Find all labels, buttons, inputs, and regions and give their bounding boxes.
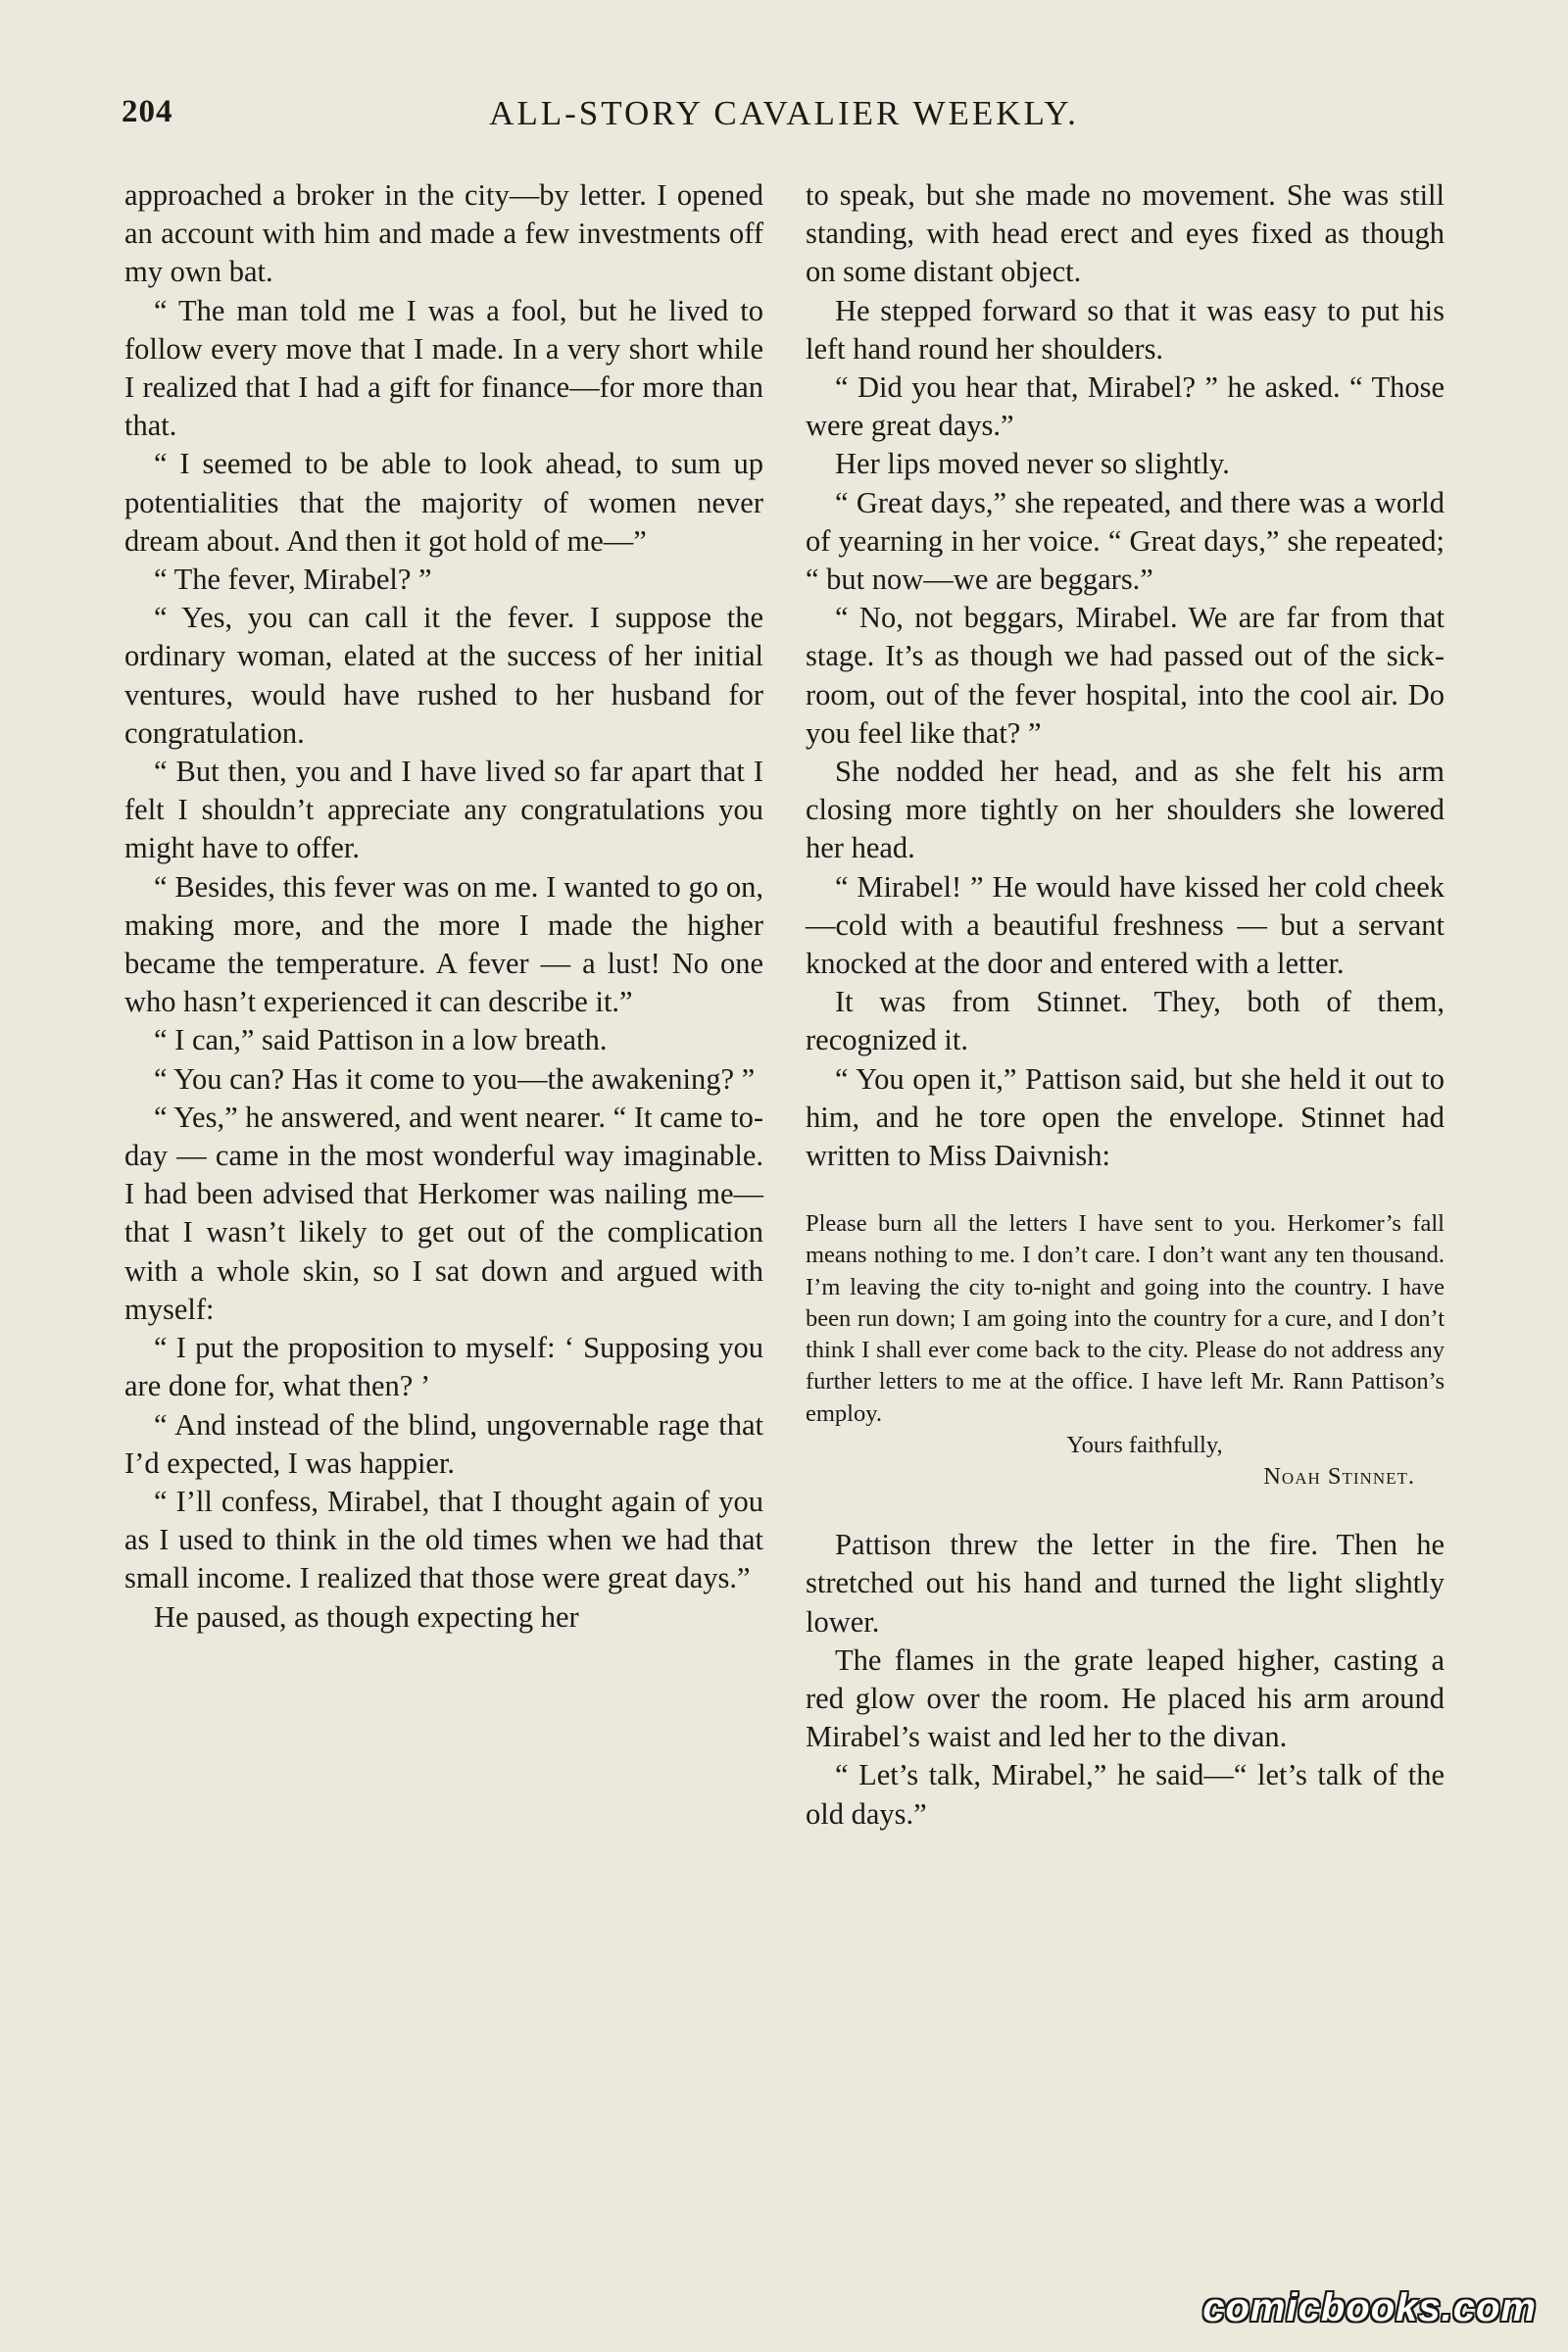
paragraph: “ You open it,” Pattison said, but she held it out to him, and he tore open the envelope. Stinnet had written to Miss Daivnish: <box>806 1061 1445 1173</box>
paragraph: “ Did you hear that, Mirabel? ” he asked. “ Those were great days.” <box>806 370 1445 443</box>
paragraph: “ And instead of the blind, ungovernable rage that I’d expected, I was happier. <box>124 1407 763 1480</box>
paragraph: “ Mirabel! ” He would have kissed her cold cheek—cold with a beautiful freshness — but a servant knocked at the door and entered with a letter. <box>806 869 1445 981</box>
paragraph: approached a broker in the city—by letter. I opened an account with him and made a few investments off my own bat. <box>124 178 763 289</box>
paragraph: to speak, but she made no movement. She was still standing, with head erect and eyes fixed as though on some distant object. <box>806 178 1445 289</box>
letter-signature: Noah Stinnet. <box>1263 1462 1415 1490</box>
paragraph: Her lips moved never so slightly. <box>835 447 1230 481</box>
paragraph: “ Let’s talk, Mirabel,” he said—“ let’s talk of the old days.” <box>806 1758 1445 1831</box>
after-letter-text <box>806 1526 1445 1834</box>
paragraph: “ I’ll confess, Mirabel, that I thought again of you as I used to think in the old times when we had that small income. I realized that those were great days.” <box>124 1484 763 1595</box>
paragraph: “ I seemed to be able to look ahead, to sum up potentialities that the majority of women never dream about. And then it got hold of me—” <box>124 447 763 558</box>
paragraph: It was from Stinnet. They, both of them, recognized it. <box>806 985 1445 1057</box>
letter-closing: Yours faithfully, <box>1066 1431 1223 1458</box>
paragraph: “ The man told me I was a fool, but he lived to follow every move that I made. In a very short while I realized that I had a gift for finance—for more than that. <box>124 293 763 443</box>
paragraph: “ I put the proposition to myself: ‘ Supposing you are done for, what then? ’ <box>124 1331 763 1403</box>
paragraph: “ But then, you and I have lived so far apart that I felt I shouldn’t appreciate any congratulations you might have to offer. <box>124 755 763 865</box>
paragraph: Pattison threw the letter in the fire. Then he stretched out his hand and turned the light slightly lower. <box>806 1528 1445 1639</box>
watermark-logo: comicbooks.com <box>1202 2286 1537 2329</box>
running-head: ALL-STORY CAVALIER WEEKLY. <box>489 94 1079 132</box>
page-header <box>122 94 1446 143</box>
paragraph: “ Besides, this fever was on me. I wanted to go on, making more, and the more I made the higher became the temperature. A fever — a lust! No one who hasn’t experienced it can describe it.” <box>124 869 763 1019</box>
paragraph: She nodded her head, and as she felt his arm closing more tightly on her shoulders she lowered her head. <box>806 755 1445 865</box>
right-column <box>806 176 1445 1834</box>
paragraph: “ No, not beggars, Mirabel. We are far from that stage. It’s as though we had passed out of the sick-room, out of the fever hospital, into the cool air. Do you feel like that? ” <box>806 601 1445 750</box>
letter-body: Please burn all the letters I have sent to you. Herkomer’s fall means nothing to me. I don’t care. I don’t want any ten thousand. I’m leaving the city to-night and going into the country. I have been run down; I am going into the country for a cure, and I don’t think I shall ever come back to the city. Please do not address any further letters to me at the office. I have left Mr. Rann Pattison’s employ. <box>806 1210 1445 1427</box>
paragraph: He stepped forward so that it was easy to put his left hand round her shoulders. <box>806 293 1445 366</box>
paragraph: “ Great days,” she repeated, and there was a world of yearning in her voice. “ Great days,” she repeated; “ but now—we are beggars.” <box>806 485 1445 597</box>
paragraph: “ Yes, you can call it the fever. I suppose the ordinary woman, elated at the success of her initial ventures, would have rushed to her husband for congratulation. <box>124 601 763 750</box>
left-column <box>124 176 763 1637</box>
paragraph: “ I can,” said Pattison in a low breath. <box>154 1023 608 1057</box>
paragraph: “ Yes,” he answered, and went nearer. “ It came to-day — came in the most wonderful way imaginable. I had been advised that Herkomer was nailing me—that I wasn’t likely to get out of the complication with a whole skin, so I sat down and argued with myself: <box>124 1100 763 1326</box>
page-number: 204 <box>122 94 173 129</box>
paragraph: He paused, as though expecting her <box>154 1599 579 1634</box>
paragraph: “ The fever, Mirabel? ” <box>154 563 432 597</box>
quoted-letter <box>806 1208 1445 1493</box>
paragraph: The flames in the grate leaped higher, casting a red glow over the room. He placed his arm around Mirabel’s waist and led her to the divan. <box>806 1642 1445 1754</box>
paragraph: “ You can? Has it come to you—the awakening? ” <box>154 1061 756 1096</box>
